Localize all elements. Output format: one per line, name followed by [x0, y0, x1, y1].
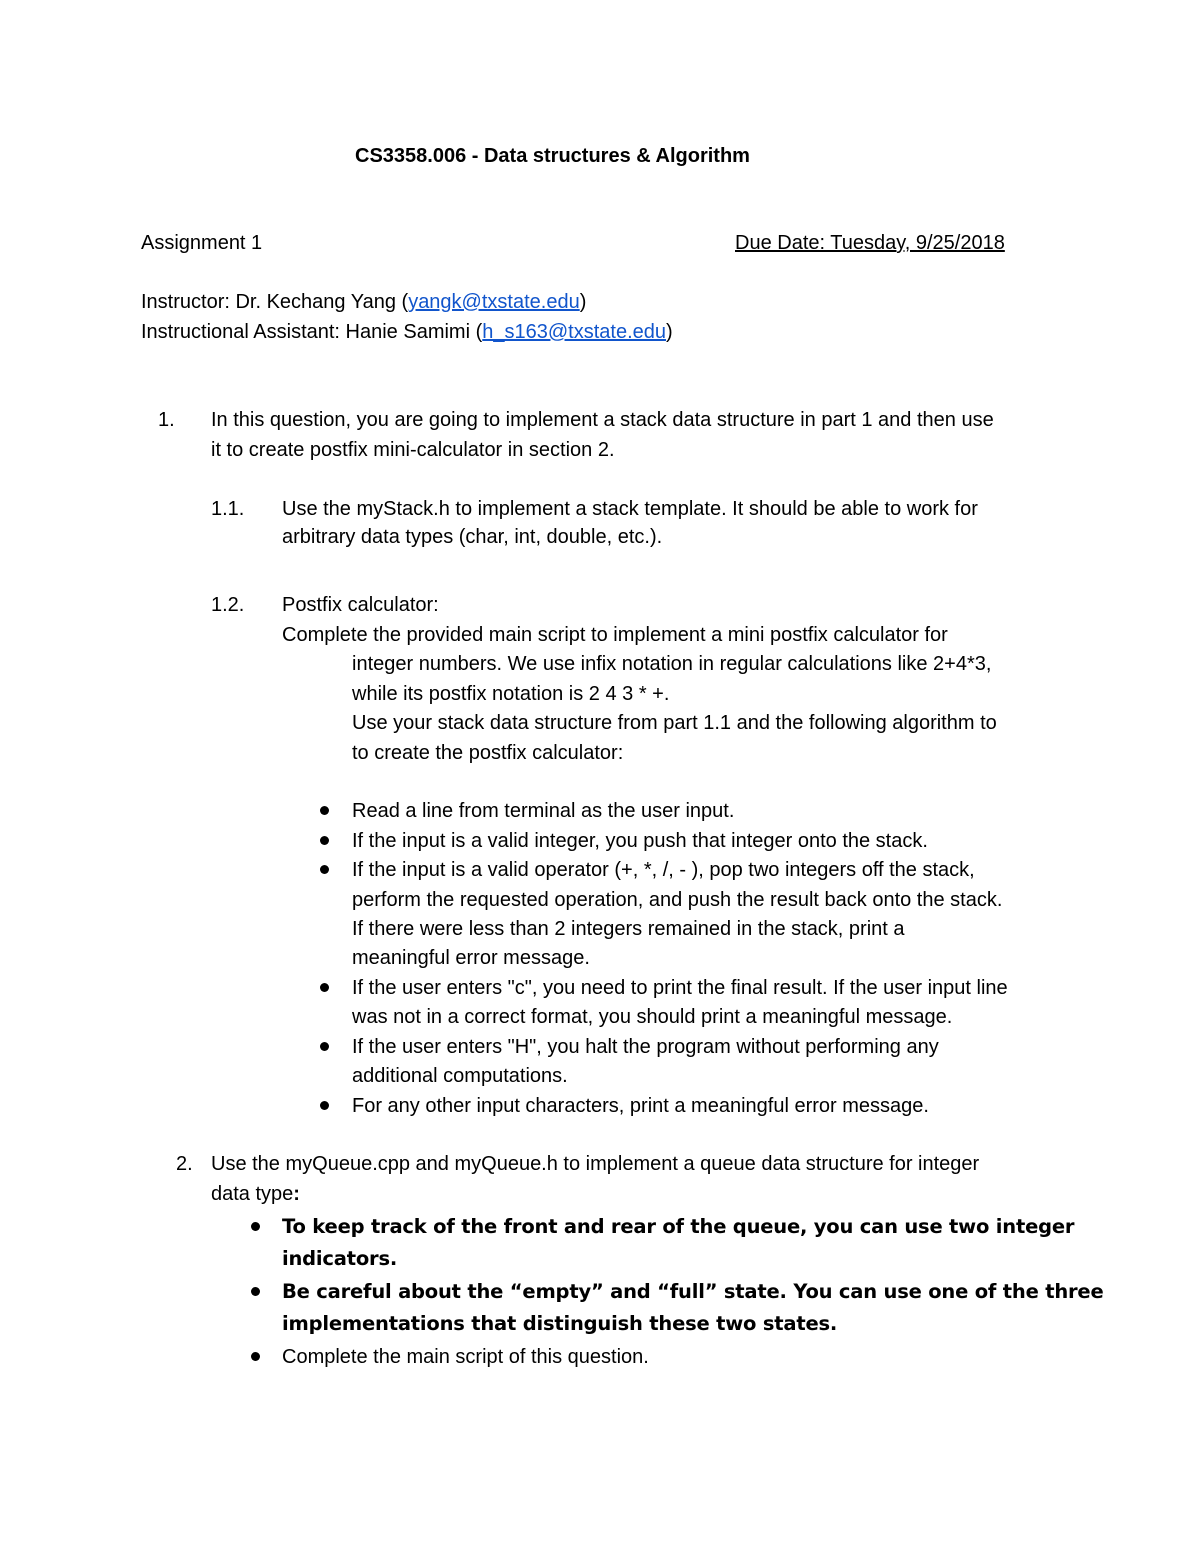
- queue-requirement: Be careful about the “empty” and “full” state. You can use one of the three: [282, 1280, 1104, 1303]
- instructor-text-end: ): [579, 291, 587, 313]
- bullet-icon: [320, 806, 329, 815]
- bullet-icon: [320, 865, 329, 874]
- algorithm-step: If the user enters "c", you need to print the final result. If the user input line: [352, 977, 1008, 999]
- bullet-icon: [320, 983, 329, 992]
- assistant-line: [141, 317, 673, 347]
- question-2-colon: :: [293, 1183, 300, 1205]
- assistant-text: Instructional Assistant: Hanie Samimi (: [141, 321, 483, 343]
- instructor-text: Instructor: Dr. Kechang Yang (: [141, 291, 409, 313]
- algorithm-step: meaningful error message.: [352, 947, 590, 969]
- assistant-email-link[interactable]: h_s163@txstate.edu: [482, 321, 667, 343]
- question-2-text: [211, 1179, 300, 1209]
- subquestion-1-2-heading: Postfix calculator:: [282, 594, 439, 616]
- bullet-icon: [320, 1042, 329, 1051]
- algorithm-step: For any other input characters, print a meaningful error message.: [352, 1095, 929, 1117]
- queue-requirement: indicators.: [282, 1247, 398, 1270]
- bullet-icon: [251, 1222, 260, 1231]
- question-2-number: 2.: [176, 1153, 193, 1175]
- due-date: Due Date: Tuesday, 9/25/2018: [735, 232, 1005, 254]
- assistant-text-end: ): [666, 321, 673, 343]
- queue-requirement: Complete the main script of this question.: [282, 1346, 649, 1368]
- subquestion-1-1-number: 1.1.: [211, 498, 245, 520]
- algorithm-step: If the input is a valid operator (+, *, /, - ), pop two integers off the stack,: [352, 859, 975, 881]
- subquestion-1-2-paragraph: integer numbers. We use infix notation in regular calculations like 2+4*3,: [352, 653, 992, 675]
- subquestion-1-2-paragraph: Use your stack data structure from part 1.1 and the following algorithm to: [352, 712, 997, 734]
- algorithm-step: was not in a correct format, you should print a meaningful message.: [352, 1006, 953, 1028]
- queue-requirement: To keep track of the front and rear of the queue, you can use two integer: [282, 1215, 1075, 1238]
- algorithm-step: If the input is a valid integer, you push that integer onto the stack.: [352, 830, 928, 852]
- subquestion-1-2-paragraph: to create the postfix calculator:: [352, 742, 624, 764]
- bullet-icon: [320, 1101, 329, 1110]
- algorithm-step: Read a line from terminal as the user input.: [352, 800, 735, 822]
- document-title: CS3358.006 - Data structures & Algorithm: [355, 145, 750, 167]
- question-2-text: Use the myQueue.cpp and myQueue.h to implement a queue data structure for integer: [211, 1153, 980, 1175]
- algorithm-step: additional computations.: [352, 1065, 568, 1087]
- subquestion-1-2-number: 1.2.: [211, 594, 245, 616]
- instructor-email-link[interactable]: yangk@txstate.edu: [408, 291, 580, 313]
- bullet-icon: [251, 1352, 260, 1361]
- bullet-icon: [320, 836, 329, 845]
- instructor-line: [141, 287, 586, 317]
- algorithm-step: perform the requested operation, and push the result back onto the stack.: [352, 889, 1003, 911]
- question-1-number: 1.: [158, 409, 175, 431]
- subquestion-1-2-paragraph: while its postfix notation is 2 4 3 * +.: [352, 683, 670, 705]
- algorithm-step: If the user enters "H", you halt the program without performing any: [352, 1036, 939, 1058]
- question-2-text-end: data type: [211, 1183, 294, 1205]
- question-1-text: In this question, you are going to implement a stack data structure in part 1 and then use: [211, 409, 994, 431]
- algorithm-step: If there were less than 2 integers remained in the stack, print a: [352, 918, 905, 940]
- assignment-label: Assignment 1: [141, 232, 263, 254]
- subquestion-1-1-text: Use the myStack.h to implement a stack template. It should be able to work for: [282, 498, 978, 520]
- question-1-text: it to create postfix mini-calculator in section 2.: [211, 439, 615, 461]
- queue-requirement: implementations that distinguish these two states.: [282, 1312, 838, 1335]
- bullet-icon: [251, 1287, 260, 1296]
- subquestion-1-1-text: arbitrary data types (char, int, double, etc.).: [282, 526, 663, 548]
- subquestion-1-2-intro: Complete the provided main script to implement a mini postfix calculator for: [282, 624, 948, 646]
